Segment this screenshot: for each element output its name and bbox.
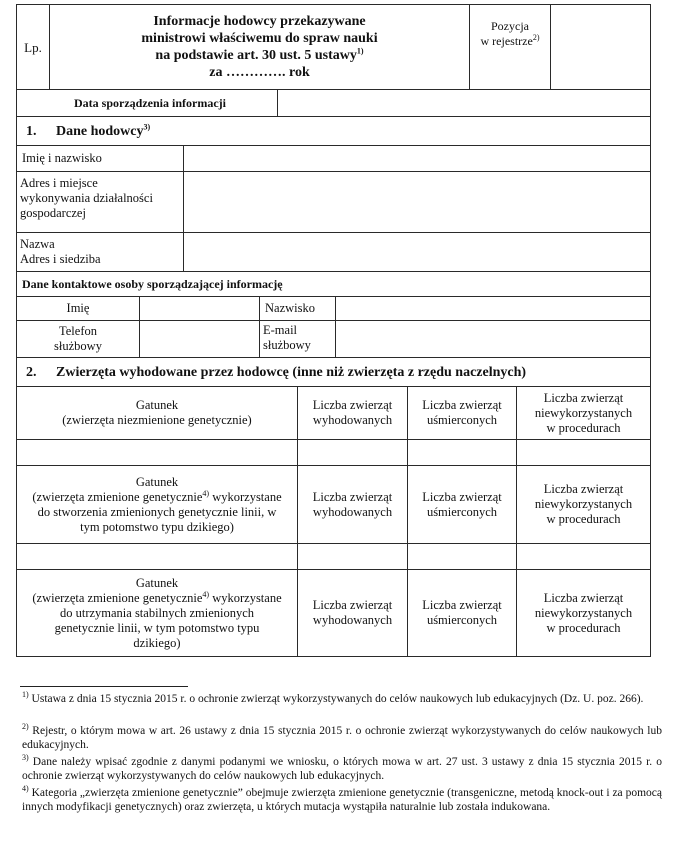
b3-killed-label: Liczba zwierząt uśmierconych [422,598,502,627]
b2-killed-label: Liczba zwierząt uśmierconych [422,489,502,519]
b1-unused-field[interactable] [516,439,651,466]
footnote-4: $^{4)}$ Kategoria „zwierzęta zmienione genetycznie” obejmuje zwierzęta zmienione genetycznie (transgeniczne, metodą knock-out i za pomocą innych modyfikacji genetycznych) oraz zwierzęta, u których mutacja wystąpiła naturalnie lub została indukowana. [22,784,662,813]
company-label: Nazwa Adres i siedziba [20,237,101,266]
phone-label: Telefon służbowy [54,324,102,353]
date-value-field[interactable] [277,89,651,117]
b3-unused-label: Liczba zwierząt niewykorzystanych w procedurach [534,590,633,635]
b2-species-field[interactable] [16,543,298,570]
b1-species-field[interactable] [16,439,298,466]
b2-species-label: Gatunek (zwierzęta zmienione genetycznie$^{4)}$ wykorzystane do stworzenia zmienionych genetycznie linii, w tym potomstwo typu dzikiego) [32,474,282,534]
section1-number: 1. [26,123,37,139]
b1-unused-label: Liczba zwierząt niewykorzystanych w procedurach [534,390,633,435]
title-line-3: na podstawie art. 30 ust. 5 ustawy$^{1)}$ [155,46,364,63]
address-field[interactable] [183,171,651,233]
form-title [49,8,470,86]
company-field[interactable] [183,232,651,272]
section2-title: Zwierzęta wyhodowane przez hodowcę (inne niż zwierzęta z rzędu naczelnych) [56,364,527,380]
b2-bred-field[interactable] [297,543,408,570]
lp-label: Lp. [24,39,42,55]
phone-field[interactable] [139,320,260,358]
b3-species-label: Gatunek (zwierzęta zmienione genetycznie$^{4)}$ wykorzystane do utrzymania stabilnych zmienionych genetycznie linii, w tym potomstwo typu dzikiego) [32,575,282,650]
email-field[interactable] [335,320,651,358]
b2-unused-field[interactable] [516,543,651,570]
contact-heading: Dane kontaktowe osoby sporządzającej informację [22,276,283,291]
b1-killed-field[interactable] [407,439,517,466]
first-name-label: Imię [66,301,90,315]
section2-number: 2. [26,364,37,380]
b1-killed-label: Liczba zwierząt uśmierconych [422,398,502,427]
b2-bred-label: Liczba zwierząt wyhodowanych [312,489,393,519]
footnote-separator [20,686,188,687]
address-label: Adres i miejsce wykonywania działalności gospodarczej [20,176,153,220]
email-label: E-mail służbowy [263,323,311,352]
last-name-field[interactable] [335,296,651,321]
date-label: Data sporządzenia informacji [74,95,226,110]
b1-species-label: Gatunek (zwierzęta niezmienione genetycznie) [62,398,252,427]
pozycja-value-cell[interactable] [550,4,651,90]
first-name-field[interactable] [139,296,260,321]
name-field[interactable] [183,145,651,172]
last-name-label: Nazwisko [265,301,315,315]
b2-killed-field[interactable] [407,543,517,570]
footnote-3: $^{3)}$ Dane należy wpisać zgodnie z danymi podanymi we wniosku, o których mowa w art. 27 ust. 3 ustawy z dnia 15 stycznia 2015 r. o ochronie zwierząt wykorzystywanych do celów naukowych lub edukacyjnych. [22,753,663,782]
section1-title: Dane hodowcy$^{3)}$ [56,121,151,139]
pozycja-label: Pozycja w rejestrze$^{2)}$ [480,19,540,48]
b2-unused-label: Liczba zwierząt niewykorzystanych w procedurach [534,482,633,526]
b1-bred-label: Liczba zwierząt wyhodowanych [312,398,393,427]
footnote-1: $^{1)}$ Ustawa z dnia 15 stycznia 2015 r. o ochronie zwierząt wykorzystywanych do celów naukowych lub edukacyjnych (Dz. U. poz. 266). [22,690,644,705]
title-line-1: Informacje hodowcy przekazywane [153,14,366,29]
title-line-4: za …………. rok [209,65,310,80]
b3-bred-label: Liczba zwierząt wyhodowanych [312,598,393,627]
title-line-2: ministrowi właściwemu do spraw nauki [141,31,378,46]
name-label: Imię i nazwisko [22,151,102,165]
footnote-2: $^{2)}$ Rejestr, o którym mowa w art. 26 ustawy z dnia 15 stycznia 2015 r. o ochronie zwierząt wykorzystywanych do celów naukowych lub edukacyjnych. [22,722,662,751]
b1-bred-field[interactable] [297,439,408,466]
